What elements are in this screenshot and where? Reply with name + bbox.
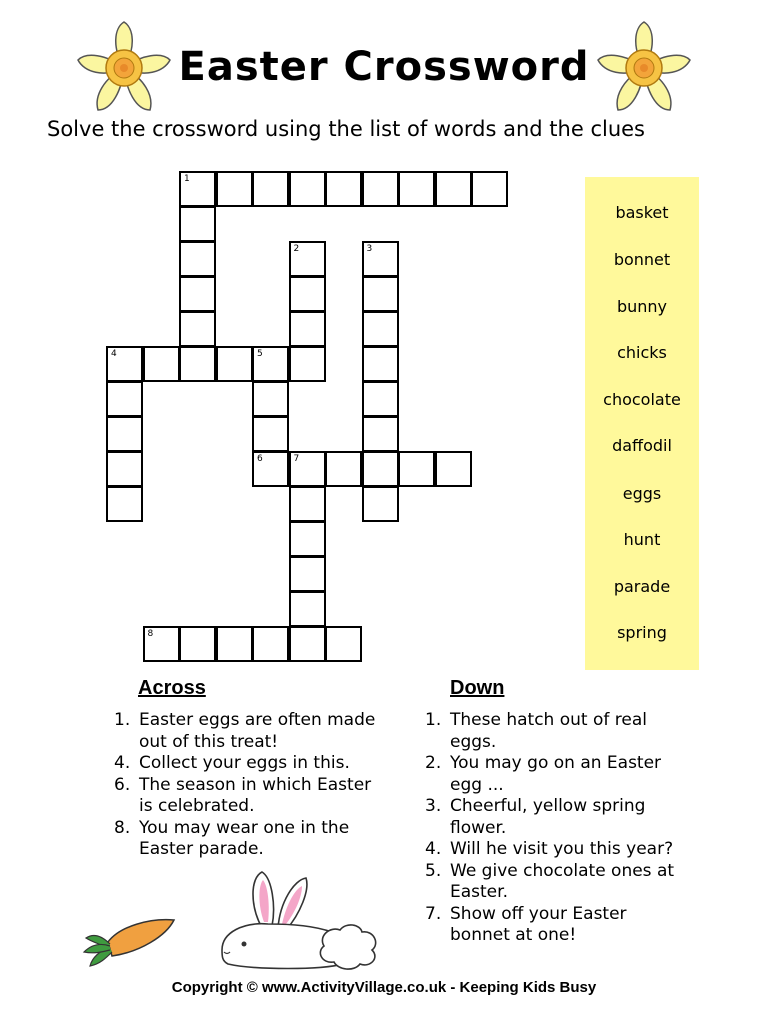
instructions-text: Solve the crossword using the list of words and the clues	[47, 117, 645, 141]
crossword-cell[interactable]	[362, 276, 399, 312]
crossword-cell[interactable]	[143, 346, 180, 382]
crossword-cell[interactable]	[252, 346, 289, 382]
crossword-cell[interactable]	[252, 381, 289, 417]
crossword-cell[interactable]	[398, 451, 435, 487]
bunny-image	[214, 866, 384, 976]
crossword-cell[interactable]	[362, 346, 399, 382]
word-list-item: bonnet	[613, 250, 671, 269]
clue-number-label: 5	[257, 349, 263, 359]
clue-text: Easter eggs are often made out of this treat!	[139, 710, 376, 752]
down-clue	[425, 753, 675, 796]
crossword-cell[interactable]	[252, 626, 289, 662]
word-list-item: eggs	[622, 484, 662, 503]
clue-number: 3.	[425, 796, 442, 816]
word-list-panel	[585, 177, 699, 670]
crossword-cell[interactable]	[325, 451, 362, 487]
page-title: Easter Crossword	[178, 44, 590, 90]
word-list-item: chocolate	[603, 390, 681, 409]
crossword-cell[interactable]	[289, 591, 326, 627]
crossword-cell[interactable]	[362, 451, 399, 487]
crossword-cell[interactable]	[471, 171, 508, 207]
crossword-cell[interactable]	[216, 626, 253, 662]
word-list-item: bunny	[616, 297, 668, 316]
clue-number: 1.	[114, 710, 131, 730]
crossword-cell[interactable]	[362, 381, 399, 417]
crossword-cell[interactable]	[179, 241, 216, 277]
crossword-cell[interactable]	[289, 276, 326, 312]
clue-number-label: 7	[293, 454, 300, 464]
copyright-footer: Copyright © www.ActivityVillage.co.uk - Keeping Kids Busy	[171, 979, 597, 996]
word-list-item: basket	[615, 203, 669, 222]
clue-text: The season in which Easter is celebrated.	[139, 774, 372, 816]
clue-text: We give chocolate ones at Easter.	[450, 860, 675, 902]
crossword-cell[interactable]	[216, 346, 253, 382]
clue-text: Will he visit you this year?	[450, 839, 674, 859]
clue-text: Show off your Easter bonnet at one!	[450, 903, 627, 945]
crossword-cell[interactable]	[179, 311, 216, 347]
clue-number-label: 2	[293, 244, 300, 254]
word-list-item: hunt	[623, 530, 661, 549]
clue-number-label: 1	[184, 174, 190, 184]
clue-number-label: 3	[366, 244, 373, 254]
carrot-image	[80, 912, 180, 972]
word-list-item: chicks	[617, 343, 667, 362]
crossword-cell[interactable]	[106, 346, 143, 382]
crossword-cell[interactable]	[325, 626, 362, 662]
down-clue	[425, 710, 675, 753]
clue-number: 8.	[114, 817, 131, 838]
crossword-cell[interactable]	[362, 171, 399, 207]
clue-number: 1.	[425, 710, 442, 730]
crossword-cell[interactable]	[179, 171, 216, 207]
down-clue-list	[425, 710, 675, 947]
clue-number-label: 6	[257, 454, 263, 464]
clue-number: 4.	[114, 753, 131, 773]
clue-text: Collect your eggs in this.	[139, 753, 350, 773]
crossword-cell[interactable]	[289, 451, 326, 487]
crossword-cell[interactable]	[252, 416, 289, 452]
clue-number: 4.	[425, 839, 442, 859]
crossword-cell[interactable]	[398, 171, 435, 207]
down-heading: Down	[450, 677, 505, 699]
crossword-cell[interactable]	[289, 346, 326, 382]
crossword-cell[interactable]	[106, 381, 143, 417]
crossword-cell[interactable]	[252, 451, 289, 487]
crossword-cell[interactable]	[106, 416, 143, 452]
crossword-cell[interactable]	[362, 311, 399, 347]
crossword-cell[interactable]	[252, 171, 289, 207]
word-list-item: parade	[613, 577, 671, 596]
across-clue	[114, 753, 384, 775]
across-clue	[114, 775, 384, 818]
crossword-cell[interactable]	[289, 626, 326, 662]
down-clue	[425, 796, 675, 839]
clue-number: 2.	[425, 753, 442, 773]
across-clue-list	[114, 710, 384, 861]
crossword-cell[interactable]	[289, 521, 326, 557]
clue-number: 6.	[114, 774, 131, 795]
crossword-cell[interactable]	[179, 206, 216, 242]
clue-text: These hatch out of real eggs.	[450, 710, 647, 752]
crossword-cell[interactable]	[435, 451, 472, 487]
word-list-item: daffodil	[612, 436, 672, 455]
across-clue	[114, 710, 384, 753]
crossword-cell[interactable]	[362, 486, 399, 522]
clue-number: 5.	[425, 860, 442, 881]
crossword-cell[interactable]	[362, 416, 399, 452]
down-clue	[425, 904, 675, 947]
clue-number-label: 4	[111, 349, 117, 359]
down-clue	[425, 839, 675, 861]
crossword-cell[interactable]	[325, 171, 362, 207]
crossword-cell[interactable]	[289, 486, 326, 522]
across-heading: Across	[138, 677, 206, 699]
clue-text: You may wear one in the Easter parade.	[139, 817, 350, 859]
crossword-cell[interactable]	[289, 241, 326, 277]
crossword-cell[interactable]	[435, 171, 472, 207]
crossword-cell[interactable]	[289, 171, 326, 207]
word-list-item: spring	[617, 623, 667, 642]
crossword-cell[interactable]	[179, 346, 216, 382]
crossword-cell[interactable]	[106, 451, 143, 487]
down-clue	[425, 861, 675, 904]
across-clue	[114, 818, 384, 861]
crossword-cell[interactable]	[179, 626, 216, 662]
crossword-cell[interactable]	[289, 556, 326, 592]
clue-number: 7.	[425, 903, 442, 924]
crossword-cell[interactable]	[143, 626, 180, 662]
crossword-cell[interactable]	[216, 171, 253, 207]
clue-number-label: 8	[147, 629, 154, 639]
crossword-cell[interactable]	[179, 276, 216, 312]
crossword-cell[interactable]	[289, 311, 326, 347]
crossword-cell[interactable]	[362, 241, 399, 277]
clue-text: Cheerful, yellow spring flower.	[450, 796, 646, 838]
crossword-cell[interactable]	[106, 486, 143, 522]
clue-text: You may go on an Easter egg ...	[450, 753, 662, 795]
